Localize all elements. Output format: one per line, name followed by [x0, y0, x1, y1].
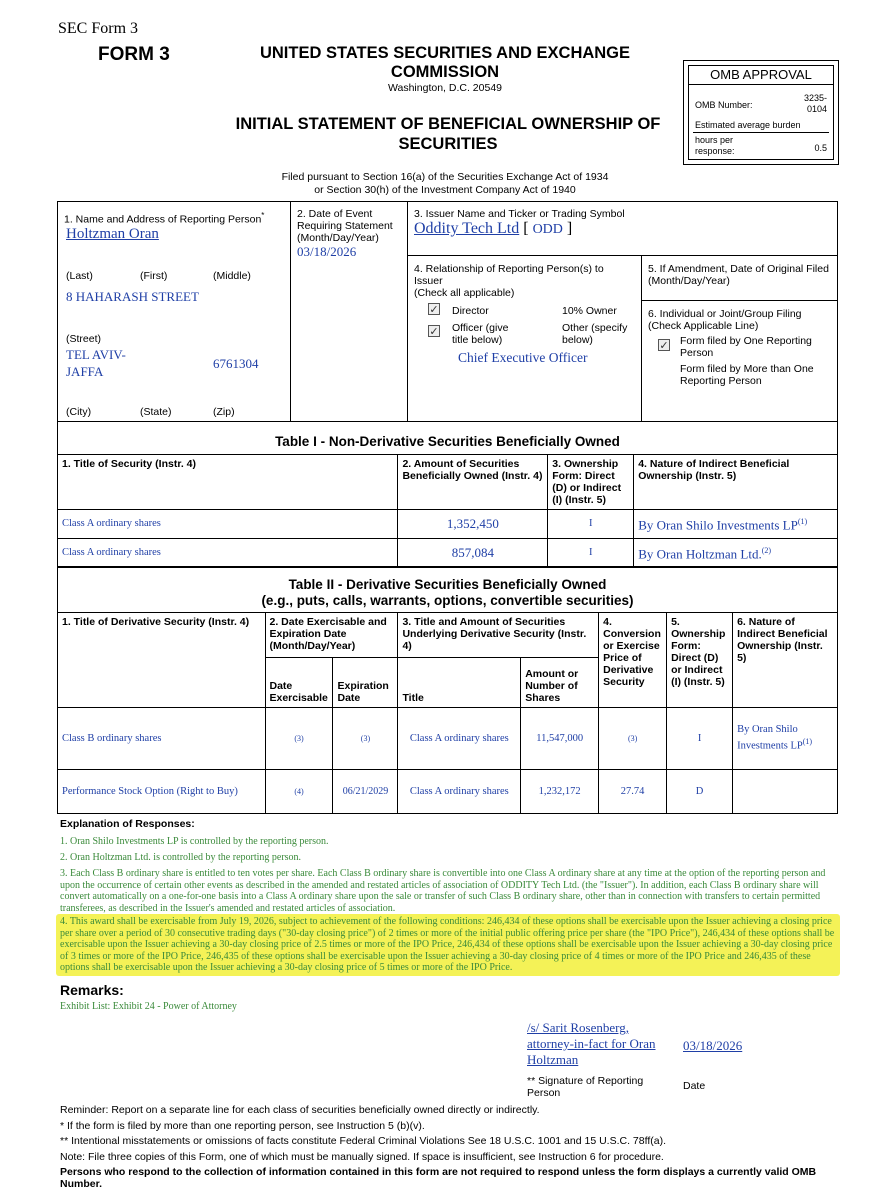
underlying-amount: 1,232,172 — [521, 770, 599, 814]
street-value: 8 HAHARASH STREET — [66, 289, 199, 304]
table-2-title-line-2: (e.g., puts, calls, warrants, options, convertible securities) — [261, 593, 634, 608]
derivative-title: Class B ordinary shares — [58, 708, 266, 770]
exercise-price: 27.74 — [599, 770, 667, 814]
event-date-value: 03/18/2026 — [297, 244, 357, 259]
footer-note-2: ** Intentional misstatements or omissions of facts constitute Federal Criminal Violations See 18 U.S.C. 1001 and 15 U.S.C. 78ff(a). — [60, 1135, 666, 1147]
remarks-text: Exhibit List: Exhibit 24 - Power of Attorney — [60, 1001, 237, 1012]
table-1-col-title: 1. Title of Security (Instr. 4) — [58, 455, 398, 510]
street-label: (Street) — [66, 333, 102, 345]
relationship-sublabel: (Check all applicable) — [414, 287, 515, 299]
table-2-col-nature: 6. Nature of Indirect Beneficial Ownership (Instr. 5) — [733, 613, 838, 708]
security-title: Class A ordinary shares — [58, 510, 398, 539]
ownership-form: I — [548, 510, 634, 539]
filed-line-2: or Section 30(h) of the Investment Company Act of 1940 — [314, 183, 576, 196]
table-2-sub-expiration: Expiration Date — [333, 658, 398, 708]
sec-form-label: SEC Form 3 — [58, 20, 139, 37]
table-row — [58, 539, 838, 567]
one-person-label: Form filed by One Reporting Person — [680, 335, 812, 359]
filing-type-box — [641, 300, 838, 422]
underlying-title: Class A ordinary shares — [398, 708, 521, 770]
footer-note-3: Note: File three copies of this Form, one of which must be manually signed. If space is insufficient, see Instruction 6 for procedure. — [60, 1151, 664, 1163]
omb-approval-box — [688, 65, 834, 160]
issuer-box — [407, 201, 838, 256]
event-date-label: 2. Date of Event Requiring Statement (Month/Day/Year) — [297, 208, 393, 244]
first-label: (First) — [140, 270, 168, 282]
ownership-form: I — [667, 708, 733, 770]
omb-hours-value: 0.5 — [814, 143, 827, 153]
table-2-sub-amount: Amount or Number of Shares — [521, 658, 599, 708]
relationship-box — [407, 255, 642, 422]
relationship-label: 4. Relationship of Reporting Person(s) to Issuer — [414, 263, 604, 287]
issuer-label: 3. Issuer Name and Ticker or Trading Symbol — [414, 208, 625, 220]
table-2-col-dates: 2. Date Exercisable and Expiration Date (Month/Day/Year) — [265, 613, 398, 658]
filed-pursuant — [220, 171, 670, 196]
agency-line-1: UNITED STATES SECURITIES AND EXCHANGE — [259, 44, 631, 62]
table-row — [58, 770, 838, 814]
filing-type-label: 6. Individual or Joint/Group Filing (Check Applicable Line) — [648, 308, 802, 332]
underlying-title: Class A ordinary shares — [398, 770, 521, 814]
agency-location: Washington, D.C. 20549 — [387, 82, 502, 94]
table-1-col-amount: 2. Amount of Securities Beneficially Owned (Instr. 4) — [398, 455, 548, 510]
table-1 — [57, 430, 838, 567]
footnote-4: 4. This award shall be exercisable from July 19, 2026, subject to achievement of the following conditions: 246,434 of these options shall be exercisable upon the Issuer achieving a closing price per share over a period of 30 consecutive trading days ("30-day closing price") of 2 times or more of the initial public offering price per share (the "IPO Price"), 246,434 of these options shall be exercisable upon the Issuer achieving a 30-day closing price of 2.5 times or more of the IPO Price, 246,434 of these options shall be exercisable upon the Issuer achieving a 30-day closing price of 3 times or more of the IPO Price, 246,435 of these options shall be exercisable upon the Issuer achieving a 30-day closing price of 4 times or more of the IPO Price and 246,435 of these options shall be exercisable upon the Issuer achieving a 30-day closing price of 5 times or more of the IPO Price. — [56, 914, 840, 976]
more-persons-label: Form filed by More than One Reporting Person — [680, 363, 814, 387]
table-2-sub-date-exercisable: Date Exercisable — [265, 658, 333, 708]
signature-date-label: Date — [683, 1080, 706, 1092]
officer-checkbox[interactable]: ✓ — [429, 326, 439, 338]
one-person-checkbox[interactable]: ✓ — [659, 340, 669, 352]
issuer-ticker: ODD — [532, 222, 563, 237]
footer-note-1: * If the form is filed by more than one reporting person, see Instruction 5 (b)(v). — [60, 1120, 425, 1132]
event-date-box — [290, 201, 408, 422]
footnote-3: 3. Each Class B ordinary share is entitled to ten votes per share. Each Class B ordinary share is convertible into one Class A ordinary share at any time at the option of the reporting person and upon the occurrence of certain other events as described in the amended and restated articles of association of ODDITY Tech Ltd. (the "Issuer"). In addition, each Class B ordinary share will convert automatically on a one-for-one basis into a Class A ordinary share upon the sale or transfer of such Class B ordinary share, other than in connection with transfers to certain permitted transferees, as described in the Issuer's amended and restated articles of association. — [60, 868, 826, 914]
reporting-person-name[interactable]: Holtzman Oran — [66, 226, 159, 242]
table-2-title-line-1: Table II - Derivative Securities Beneficially Owned — [288, 577, 607, 592]
issuer-name[interactable]: Oddity Tech Ltd — [414, 220, 520, 237]
zip-label: (Zip) — [213, 406, 235, 418]
ten-percent-owner-label: 10% Owner — [562, 305, 617, 317]
officer-label: Officer (give title below) — [452, 322, 509, 346]
ownership-nature: By Oran Holtzman Ltd.$^{(2)}$ — [634, 539, 838, 567]
omb-hours-label: hours per response: — [695, 135, 735, 156]
table-2-col-title: 1. Title of Derivative Security (Instr. 4) — [58, 613, 266, 708]
form-title-line-2: SECURITIES — [398, 135, 498, 153]
zip-value: 6761304 — [213, 356, 259, 371]
city-value: TEL AVIV-JAFFA — [66, 347, 126, 379]
state-label: (State) — [140, 406, 172, 418]
last-label: (Last) — [66, 270, 93, 282]
table-2-col-underlying: 3. Title and Amount of Securities Underlying Derivative Security (Instr. 4) — [398, 613, 599, 658]
form-title-line-1: INITIAL STATEMENT OF BENEFICIAL OWNERSHIP OF — [235, 115, 661, 133]
underlying-amount: 11,547,000 — [521, 708, 599, 770]
form-number: FORM 3 — [98, 44, 170, 65]
ownership-form: I — [548, 539, 634, 567]
omb-number-label: OMB Number: — [695, 100, 753, 110]
table-2-col-price: 4. Conversion or Exercise Price of Derivative Security — [599, 613, 667, 708]
signature-date: 03/18/2026 — [683, 1038, 743, 1053]
table-1-col-nature: 4. Nature of Indirect Beneficial Ownership (Instr. 5) — [634, 455, 838, 510]
filed-line-1: Filed pursuant to Section 16(a) of the Securities Exchange Act of 1934 — [281, 171, 609, 183]
form-title — [215, 114, 681, 154]
agency-heading — [220, 44, 670, 95]
omb-number-value: 3235-0104 — [803, 93, 827, 114]
director-label: Director — [452, 305, 489, 317]
derivative-title: Performance Stock Option (Right to Buy) — [58, 770, 266, 814]
remarks-heading: Remarks: — [60, 982, 124, 998]
signature-text[interactable]: /s/ Sarit Rosenberg, attorney-in-fact for Oran Holtzman — [527, 1020, 656, 1067]
security-title: Class A ordinary shares — [58, 539, 398, 567]
amendment-box — [641, 255, 838, 301]
issuer-name-line: Oddity Tech Ltd [ ODD ] — [414, 220, 573, 237]
table-2-title — [58, 574, 838, 613]
date-exercisable: (3) — [265, 708, 333, 770]
expiration-date: 06/21/2029 — [333, 770, 398, 814]
footnote-2: 2. Oran Holtzman Ltd. is controlled by the reporting person. — [60, 852, 302, 863]
omb-burden-label: Estimated average burden — [695, 120, 801, 130]
amendment-label: 5. If Amendment, Date of Original Filed (Month/Day/Year) — [648, 263, 829, 287]
officer-title: Chief Executive Officer — [458, 350, 588, 365]
exercise-price: (3) — [599, 708, 667, 770]
footer-persons-notice: Persons who respond to the collection of information contained in this form are not required to respond unless the form displays a currently valid OMB Number. — [60, 1166, 817, 1190]
table-row — [58, 708, 838, 770]
table-2-sub-title: Title — [398, 658, 521, 708]
security-amount: 857,084 — [398, 539, 548, 567]
table-1-title: Table I - Non-Derivative Securities Beneficially Owned — [58, 430, 838, 455]
table-2-col-form: 5. Ownership Form: Direct (D) or Indirect (I) (Instr. 5) — [667, 613, 733, 708]
explanation-heading: Explanation of Responses: — [60, 818, 195, 830]
ownership-nature — [733, 770, 838, 814]
middle-label: (Middle) — [213, 270, 251, 282]
expiration-date: (3) — [333, 708, 398, 770]
omb-approval-outer — [683, 60, 839, 165]
ownership-form: D — [667, 770, 733, 814]
omb-title: OMB APPROVAL — [689, 66, 833, 85]
security-amount: 1,352,450 — [398, 510, 548, 539]
ownership-nature: By Oran Shilo Investments LP$^{(1)}$ — [733, 708, 838, 770]
signature-label: ** Signature of Reporting Person — [527, 1075, 644, 1099]
footer-reminder: Reminder: Report on a separate line for each class of securities beneficially owned directly or indirectly. — [60, 1104, 540, 1116]
table-1-col-form: 3. Ownership Form: Direct (D) or Indirect (I) (Instr. 5) — [548, 455, 634, 510]
ownership-nature: By Oran Shilo Investments LP$^{(1)}$ — [634, 510, 838, 539]
director-checkbox[interactable]: ✓ — [429, 304, 439, 316]
city-label: (City) — [66, 406, 92, 418]
reporting-person-label: 1. Name and Address of Reporting Person* — [64, 211, 265, 226]
reporting-person-box — [57, 201, 291, 422]
agency-line-2: COMMISSION — [390, 63, 500, 81]
table-2 — [57, 574, 838, 814]
other-label: Other (specify below) — [562, 322, 628, 346]
table-row — [58, 510, 838, 539]
date-exercisable: (4) — [265, 770, 333, 814]
footnote-1: 1. Oran Shilo Investments LP is controlled by the reporting person. — [60, 836, 329, 847]
